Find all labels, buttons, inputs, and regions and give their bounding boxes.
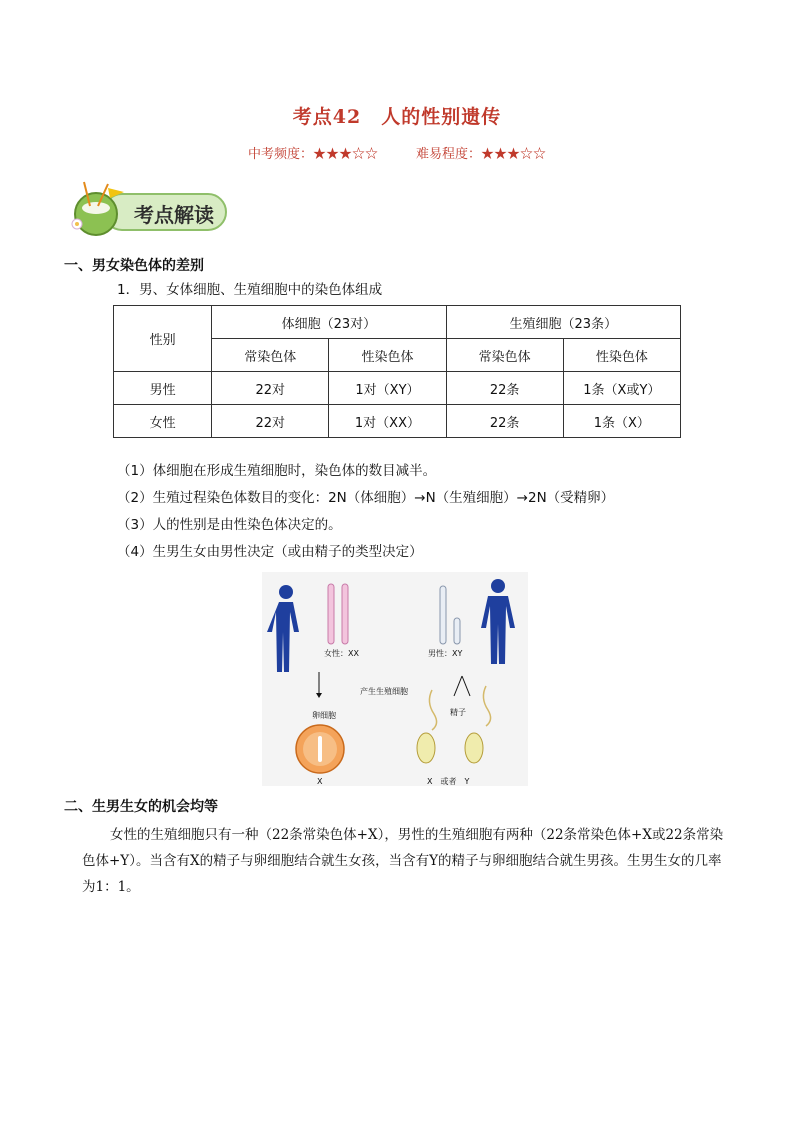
table-row <box>114 372 681 405</box>
sub-autosome: 常染色体 <box>212 339 329 372</box>
frequency-label: 中考频度： <box>247 147 313 162</box>
cell-sex: 女性 <box>114 405 212 438</box>
sub-sex-chromosome: 性染色体 <box>563 339 680 372</box>
header-sex: 性别 <box>114 306 212 372</box>
male-figure-icon <box>481 579 515 664</box>
section-badge <box>64 180 230 236</box>
chromosome-table <box>113 305 681 438</box>
note-4: （4）生男生女由男性决定（或由精子的类型决定） <box>117 544 423 560</box>
sub-sex-chromosome: 性染色体 <box>329 339 446 372</box>
cell-sex: 男性 <box>114 372 212 405</box>
female-figure-icon <box>267 585 299 672</box>
center-label: 产生生殖细胞 <box>360 687 408 696</box>
frequency-stars: ★★★☆☆ <box>312 147 378 162</box>
sperm-xy-label: X 或者 Y <box>427 777 470 786</box>
xx-chromosome-icon <box>328 584 348 644</box>
rating-line <box>0 143 794 162</box>
egg-label: 卵细胞 <box>312 711 336 720</box>
cell-germ-sex: 1条（X或Y） <box>563 372 680 405</box>
note-3: （3）人的性别是由性染色体决定的。 <box>117 517 342 533</box>
sub-autosome: 常染色体 <box>446 339 563 372</box>
note-1: （1）体细胞在形成生殖细胞时，染色体的数目减半。 <box>117 463 437 479</box>
section1-subheading: 1．男、女体细胞、生殖细胞中的染色体组成 <box>117 282 383 298</box>
cell-germ-auto: 22条 <box>446 372 563 405</box>
difficulty-stars: ★★★☆☆ <box>481 147 547 162</box>
badge-label: 考点解读 <box>134 203 214 227</box>
egg-x-label: X <box>317 777 323 786</box>
male-label: 男性：XY <box>428 649 463 658</box>
cell-somatic-auto: 22对 <box>212 405 329 438</box>
section1-heading: 一、男女染色体的差别 <box>64 258 204 274</box>
sperm-cell-icon <box>417 686 491 763</box>
header-germ: 生殖细胞（23条） <box>446 306 680 339</box>
section2-paragraph: 女性的生殖细胞只有一种（22条常染色体+X），男性的生殖细胞有两种（22条常染色体+X或22条常染色体+Y）。当含有X的精子与卵细胞结合就生女孩，当含有Y的精子与卵细胞结合就生男孩。生男生女的几率为1：1。 <box>82 827 724 895</box>
cell-somatic-auto: 22对 <box>212 372 329 405</box>
cell-germ-auto: 22条 <box>446 405 563 438</box>
cell-somatic-sex: 1对（XY） <box>329 372 446 405</box>
female-label: 女性：XX <box>324 649 359 658</box>
section2-heading: 二、生男生女的机会均等 <box>64 799 218 815</box>
difficulty-label: 难易程度： <box>416 147 482 162</box>
xy-chromosome-icon <box>440 586 460 644</box>
note-2: （2）生殖过程染色体数目的变化：2N（体细胞）→N（生殖细胞）→2N（受精卵） <box>117 490 615 506</box>
sperm-label: 精子 <box>450 708 466 717</box>
table-row <box>114 405 681 438</box>
header-somatic: 体细胞（23对） <box>212 306 446 339</box>
egg-cell-icon <box>296 725 344 773</box>
cell-germ-sex: 1条（X） <box>563 405 680 438</box>
cell-somatic-sex: 1对（XX） <box>329 405 446 438</box>
sex-determination-figure <box>262 572 528 786</box>
page-title: 考点42 人的性别遗传 <box>292 106 502 128</box>
